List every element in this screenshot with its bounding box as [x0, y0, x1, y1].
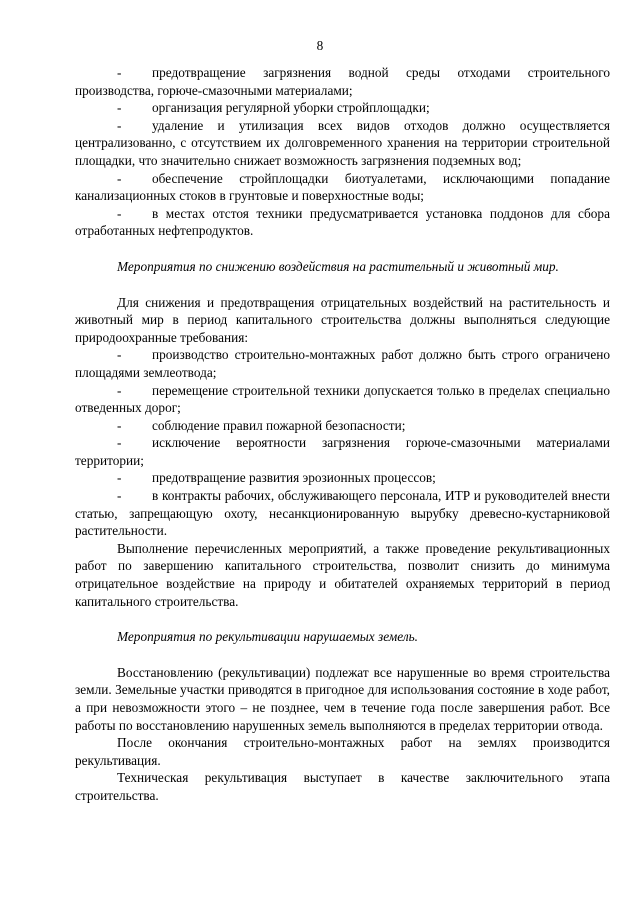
list-item-text: перемещение строительной техники допускается только в пределах специально отведенных дорог; — [75, 382, 610, 416]
list-item-text: в контракты рабочих, обслуживающего персонала, ИТР и руководителей внести статью, запрещающую охоту, несанкционированную вырубку древесно-кустарниковой растительности. — [75, 488, 610, 539]
body-paragraph: Восстановлению (рекультивации) подлежат все нарушенные во время строительства земли. Земельные участки приводятся в пригодное для использования состояние в ходе работ, а при невозможности этого – не позднее, чем в течение года после завершения работ. Все работы по восстановлению нарушенных земель выполняются в пределах территории отвода. — [75, 664, 610, 733]
list-dash: - — [117, 100, 122, 116]
list-item-text: соблюдение правил пожарной безопасности; — [152, 417, 406, 433]
water-protection-list — [75, 64, 610, 240]
flora-fauna-requirements-list — [75, 346, 610, 540]
list-item-text: предотвращение загрязнения водной среды отходами строительного производства, горюче-смазочными материалами; — [75, 65, 610, 98]
page-body — [75, 64, 610, 805]
list-item-text: в местах отстоя техники предусматривается установка поддонов для сбора отработанных нефтепродуктов. — [75, 205, 610, 239]
list-dash: - — [117, 488, 122, 504]
list-item — [75, 469, 610, 487]
section-heading-flora-fauna: Мероприятия по снижению воздействия на растительный и животный мир. — [117, 258, 559, 274]
list-item-text: обеспечение стройплощадки биотуалетами, исключающими попадание канализационных стоков в грунтовые и поверхностные воды; — [75, 170, 610, 204]
list-item-text: организация регулярной уборки стройплощадки; — [152, 100, 430, 116]
list-item — [75, 434, 610, 469]
list-dash: - — [117, 347, 122, 363]
list-item — [75, 346, 610, 381]
section-heading-land-recultivation: Мероприятия по рекультивации нарушаемых земель. — [117, 629, 419, 645]
list-dash: - — [117, 205, 122, 221]
list-item-text: производство строительно-монтажных работ должно быть строго ограничено площадями землеотвода; — [75, 347, 610, 380]
list-item-text: исключение вероятности загрязнения горюче-смазочными материалами территории; — [75, 435, 610, 468]
list-dash: - — [117, 417, 122, 433]
summary-paragraph: Выполнение перечисленных мероприятий, а также проведение рекультивационных работ по завершению капитального строительства, позволит снизить до минимума отрицательное воздействие на природу и обитателей охраняемых территорий в период капитального строительства. — [75, 540, 610, 609]
list-item-text: удаление и утилизация всех видов отходов должно осуществляется централизованно, с отсутствием их долговременного хранения на территории строительной площадки, что значительно снижает возможность загрязнения подземных вод; — [75, 117, 610, 168]
list-item — [75, 417, 610, 435]
list-dash: - — [117, 117, 122, 133]
list-dash: - — [117, 382, 122, 398]
list-item — [75, 382, 610, 417]
list-item — [75, 64, 610, 99]
page-number: 8 — [316, 38, 324, 53]
list-dash: - — [117, 470, 122, 486]
list-item — [75, 170, 610, 205]
list-dash: - — [117, 435, 122, 451]
list-item — [75, 487, 610, 540]
body-paragraph: После окончания строительно-монтажных работ на землях производится рекультивация. — [75, 735, 610, 768]
list-dash: - — [117, 65, 122, 80]
list-item — [75, 99, 610, 117]
list-dash: - — [117, 170, 122, 186]
list-item-text: предотвращение развития эрозионных процессов; — [152, 470, 436, 486]
body-paragraph: Техническая рекультивация выступает в качестве заключительного этапа строительства. — [75, 770, 610, 803]
section-intro-paragraph: Для снижения и предотвращения отрицательных воздействий на растительность и животный мир в период капитального строительства должны выполняться следующие природоохранные требования: — [75, 294, 610, 345]
list-item — [75, 117, 610, 170]
list-item — [75, 205, 610, 240]
